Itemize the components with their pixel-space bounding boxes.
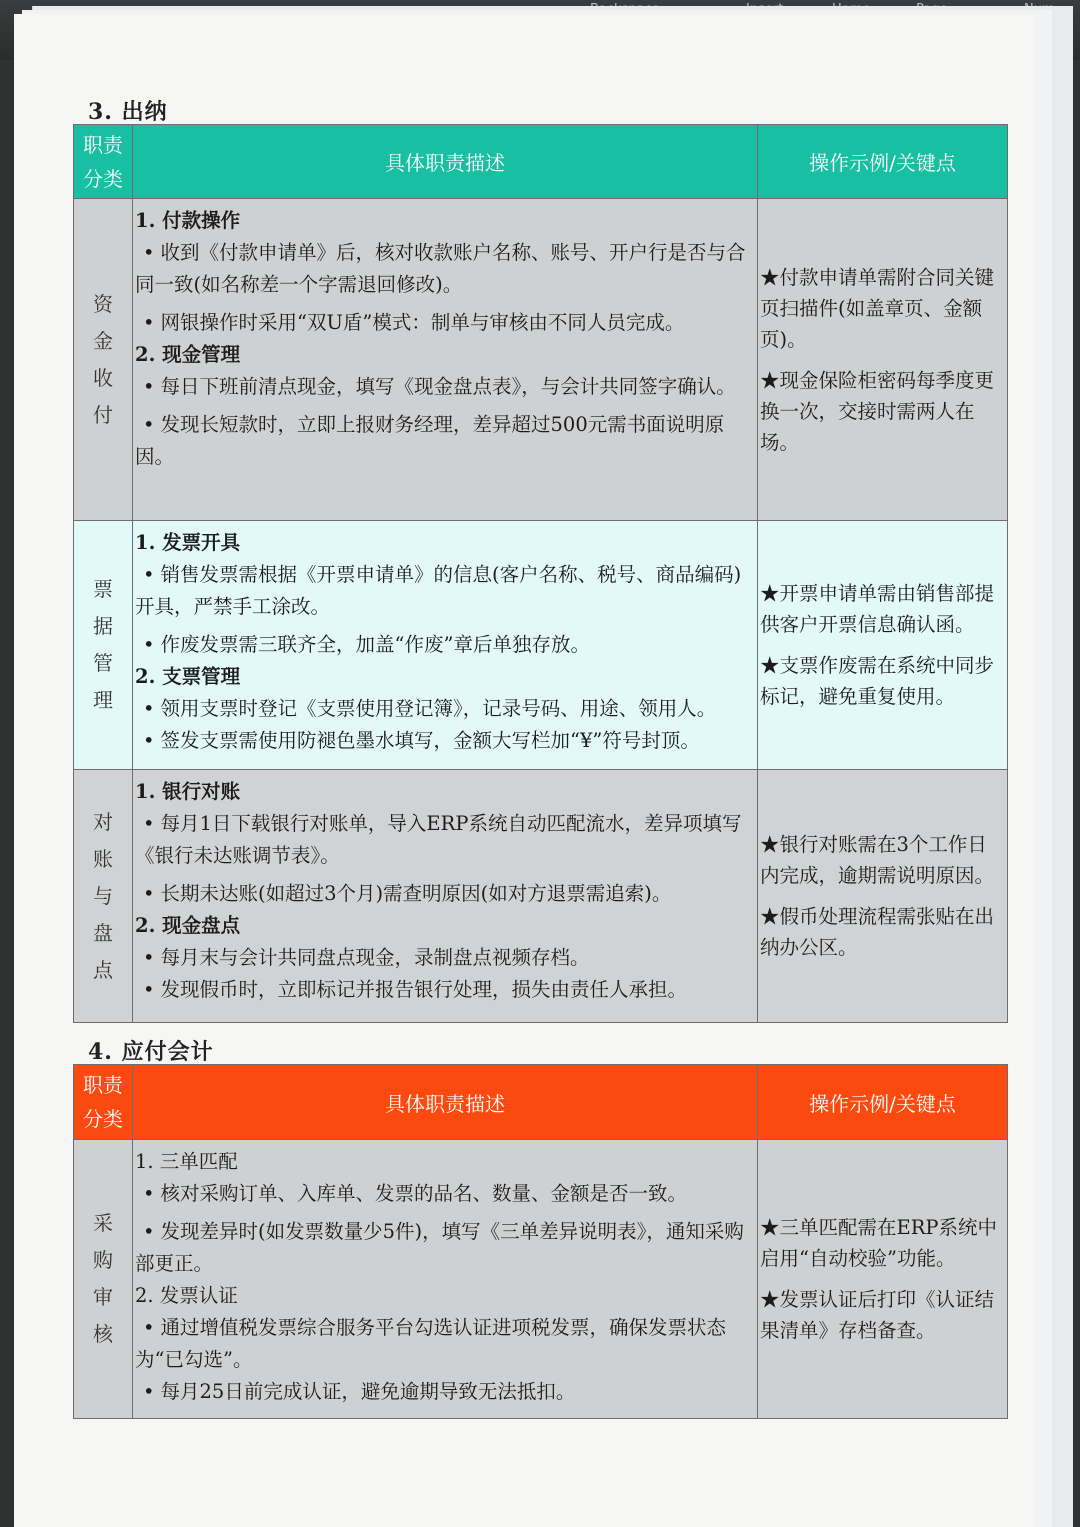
description-cell: 1. 三单匹配 • 核对采购订单、入库单、发票的品名、数量、金额是否一致。 • 发现差异时(如发票数量少5件)，填写《三单差异说明表》，通知采购部更正。 2. 发票认证 • 通过增值税发票综合服务平台勾选认证进项税发票，确保发票状态为“已勾选”。 • 每月25日前完成认证，避免逾期导致无法抵扣。 <box>133 1140 758 1419</box>
header-key-points: 操作示例/关键点 <box>758 125 1008 199</box>
key-points-cell: ★开票申请单需由销售部提供客户开票信息确认函。 ★支票作废需在系统中同步标记，避免重复使用。 <box>758 521 1008 770</box>
category-cell: 票据管理 <box>74 521 133 770</box>
table-row <box>74 1140 1008 1419</box>
section-title-cashier: 3. 出纳 <box>88 99 168 125</box>
key-points-cell: ★三单匹配需在ERP系统中启用“自动校验”功能。 ★发票认证后打印《认证结果清单》存档备查。 <box>758 1140 1008 1419</box>
header-category: 职责分类 <box>74 125 133 199</box>
category-cell: 采购审核 <box>74 1140 133 1419</box>
table-row <box>74 199 1008 521</box>
description-cell: 1. 付款操作 • 收到《付款申请单》后，核对收款账户名称、账号、开户行是否与合同一致(如名称差一个字需退回修改)。 • 网银操作时采用“双U盾”模式：制单与审核由不同人员完成。 2. 现金管理 • 每日下班前清点现金，填写《现金盘点表》，与会计共同签字确认。 • 发现长短款时，立即上报财务经理，差异超过500元需书面说明原因。 <box>133 199 758 521</box>
cashier-duty-table <box>73 124 1008 1023</box>
header-key-points: 操作示例/关键点 <box>758 1065 1008 1140</box>
key-points-cell: ★银行对账需在3个工作日内完成，逾期需说明原因。 ★假币处理流程需张贴在出纳办公区。 <box>758 770 1008 1023</box>
table-row <box>74 770 1008 1023</box>
description-cell: 1. 银行对账 • 每月1日下载银行对账单，导入ERP系统自动匹配流水，差异项填写《银行未达账调节表》。 • 长期未达账(如超过3个月)需查明原因(如对方退票需追索)。 2. 现金盘点 • 每月末与会计共同盘点现金，录制盘点视频存档。 • 发现假币时，立即标记并报告银行处理，损失由责任人承担。 <box>133 770 758 1023</box>
description-cell: 1. 发票开具 • 销售发票需根据《开票申请单》的信息(客户名称、税号、商品编码)开具，严禁手工涂改。 • 作废发票需三联齐全，加盖“作废”章后单独存放。 2. 支票管理 • 领用支票时登记《支票使用登记簿》，记录号码、用途、领用人。 • 签发支票需使用防褪色墨水填写，金额大写栏加“¥”符号封顶。 <box>133 521 758 770</box>
header-description: 具体职责描述 <box>133 125 758 199</box>
category-cell: 资金收付 <box>74 199 133 521</box>
key-points-cell: ★付款申请单需附合同关键页扫描件(如盖章页、金额页)。 ★现金保险柜密码每季度更换一次，交接时需两人在场。 <box>758 199 1008 521</box>
table-header-row <box>74 125 1008 199</box>
accounts-payable-duty-table <box>73 1064 1008 1419</box>
header-category: 职责分类 <box>74 1065 133 1140</box>
section-title-accounts-payable: 4. 应付会计 <box>88 1039 214 1065</box>
header-description: 具体职责描述 <box>133 1065 758 1140</box>
category-cell: 对账与盘点 <box>74 770 133 1023</box>
table-row <box>74 521 1008 770</box>
table-header-row <box>74 1065 1008 1140</box>
